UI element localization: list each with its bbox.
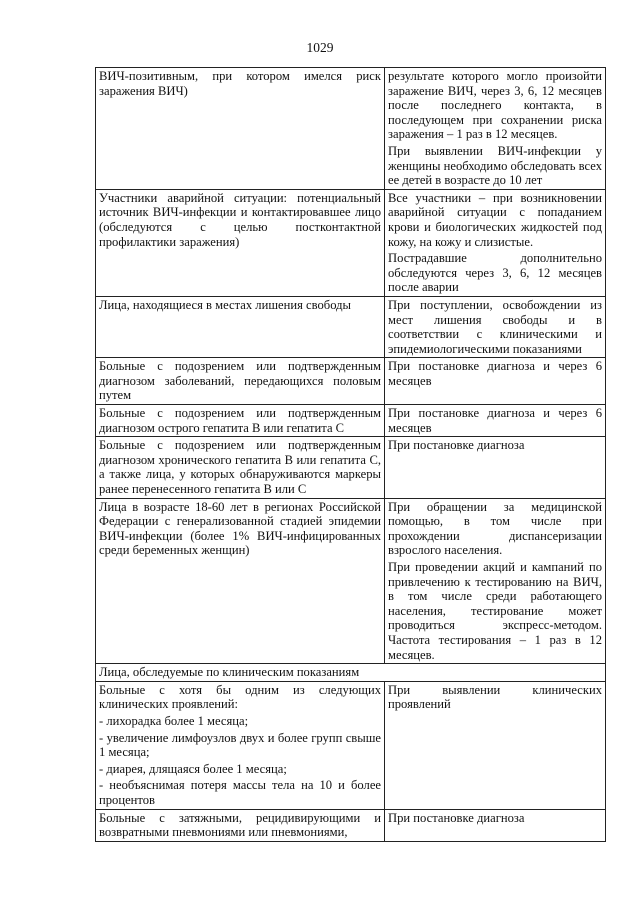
schedule-text: При постановке диагноза bbox=[388, 438, 525, 453]
population-cell bbox=[96, 68, 385, 190]
population-text: Участники аварийной ситуации: потенциальный источник ВИЧ-инфекции и контактировавшее лицо (обследуются с целью постконтактной профилактики заражения) bbox=[99, 190, 381, 249]
population-cell bbox=[96, 809, 385, 841]
population-cell bbox=[96, 358, 385, 405]
schedule-text: При постановке диагноза bbox=[388, 810, 525, 825]
population-cell bbox=[96, 437, 385, 498]
page-number: 1029 bbox=[306, 40, 334, 55]
schedule-text: При поступлении, освобождении из мест лишения свободы и в соответствии с клиническими и эпидемиологическими показаниями bbox=[388, 297, 602, 356]
schedule-cell bbox=[385, 68, 606, 190]
population-text: Больные с затяжными, рецидивирующими и возвратными пневмониями или пневмониями, bbox=[99, 810, 381, 840]
table-row bbox=[96, 498, 606, 664]
schedule-cell bbox=[385, 681, 606, 809]
table-row bbox=[96, 68, 606, 190]
table-row bbox=[96, 405, 606, 437]
table-row bbox=[96, 189, 606, 296]
population-text: Больные с хотя бы одним из следующих клинических проявлений: bbox=[99, 682, 381, 712]
schedule-cell bbox=[385, 498, 606, 664]
symptom-item: - диарея, длящаяся более 1 месяца; bbox=[99, 761, 287, 776]
population-cell bbox=[96, 189, 385, 296]
schedule-cell bbox=[385, 405, 606, 437]
symptom-item: - необъяснимая потеря массы тела на 10 и более процентов bbox=[99, 778, 381, 807]
population-text: Лица, находящиеся в местах лишения свободы bbox=[99, 297, 351, 312]
schedule-text: При выявлении ВИЧ-инфекции у женщины необходимо обследовать всех ее детей в возрасте до 10 лет bbox=[388, 143, 603, 188]
schedule-text: При проведении акций и кампаний по привлечению к тестированию на ВИЧ, в том числе среди работающего населения, тестирование может проводиться экспресс-методом. Частота тестирования – 1 раз в 12 месяцев. bbox=[388, 560, 602, 662]
schedule-text: При выявлении клинических проявлений bbox=[388, 682, 602, 712]
table-row bbox=[96, 358, 606, 405]
schedule-cell bbox=[385, 189, 606, 296]
population-text: Больные с подозрением или подтвержденным диагнозом хронического гепатита В или гепатита С, а также лица, у которых обнаруживаются маркеры ранее перенесенного гепатита В или С bbox=[99, 438, 381, 497]
section-header-row bbox=[96, 664, 606, 682]
population-cell bbox=[96, 296, 385, 357]
population-cell bbox=[96, 405, 385, 437]
table-row bbox=[96, 437, 606, 498]
population-cell bbox=[96, 681, 385, 809]
population-text: ВИЧ-позитивным, при котором имелся риск заражения ВИЧ) bbox=[99, 69, 381, 98]
schedule-text: Пострадавшие дополнительно обследуются через 3, 6, 12 месяцев после аварии bbox=[388, 251, 602, 295]
screening-table bbox=[95, 67, 606, 842]
schedule-text: При обращении за медицинской помощью, в том числе при прохождении диспансеризации взрослого населения. bbox=[388, 499, 602, 558]
symptom-item: - увеличение лимфоузлов двух и более групп свыше 1 месяца; bbox=[99, 730, 381, 760]
population-cell bbox=[96, 498, 385, 664]
symptom-item: - лихорадка более 1 месяца; bbox=[99, 713, 249, 728]
section-header: Лица, обследуемые по клиническим показаниям bbox=[96, 664, 606, 682]
schedule-cell bbox=[385, 358, 606, 405]
table-row bbox=[96, 681, 606, 809]
population-text: Больные с подозрением или подтвержденным диагнозом заболеваний, передающихся половым путем bbox=[99, 359, 381, 403]
schedule-text: Все участники – при возникновении аварийной ситуации с попаданием крови и биологических жидкостей под кожу, на кожу и слизистые. bbox=[388, 190, 602, 249]
schedule-text: результате которого могло произойти заражение ВИЧ, через 3, 6, 12 месяцев после последнего контакта, в последующем при сохранении риска заражения – 1 раз в 12 месяцев. bbox=[388, 69, 602, 142]
schedule-text: При постановке диагноза и через 6 месяцев bbox=[388, 406, 602, 435]
table-row bbox=[96, 296, 606, 357]
schedule-cell bbox=[385, 437, 606, 498]
population-text: Лица в возрасте 18-60 лет в регионах Российской Федерации с генерализованной стадией эпидемии ВИЧ-инфекции (более 1% ВИЧ-инфицированных среди беременных женщин) bbox=[99, 499, 381, 558]
table-row bbox=[96, 809, 606, 841]
schedule-cell bbox=[385, 296, 606, 357]
schedule-text: При постановке диагноза и через 6 месяцев bbox=[388, 359, 602, 388]
schedule-cell bbox=[385, 809, 606, 841]
population-text: Больные с подозрением или подтвержденным диагнозом острого гепатита В или гепатита С bbox=[99, 406, 381, 435]
